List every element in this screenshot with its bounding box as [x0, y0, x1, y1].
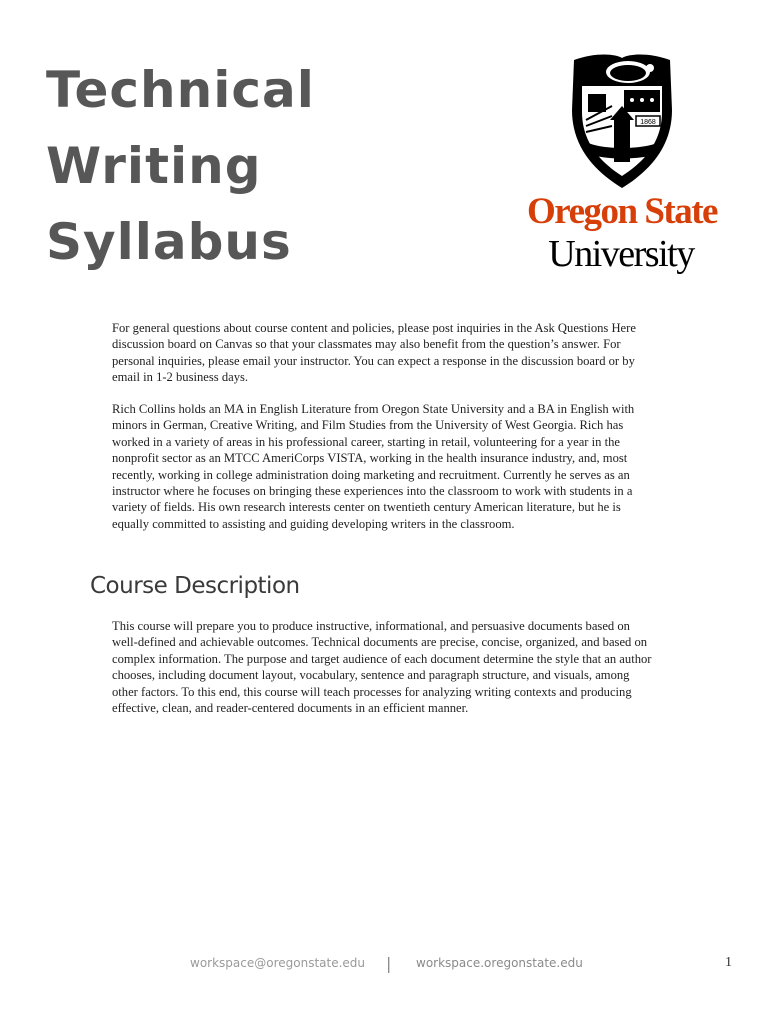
page-footer [0, 954, 768, 976]
document-title [46, 52, 516, 280]
footer-website-link[interactable]: workspace.oregonstate.edu [416, 956, 583, 970]
osu-beaver-shield-icon [566, 50, 678, 190]
contact-paragraph: For general questions about course content and policies, please post inquiries in the Ask Questions Here discussion board on Canvas so that your classmates may also benefit from the question’s answer. For personal inquiries, please email your instructor. You can expect a response in the discussion board or by email in 1-2 business days. [112, 321, 636, 385]
wordmark-university: University [548, 233, 694, 275]
seal-year: 1868 [640, 119, 656, 126]
document-title-line-1: Technical Writing [46, 61, 315, 195]
footer-separator: | [386, 954, 392, 973]
instructor-bio-paragraph: Rich Collins holds an MA in English Literature from Oregon State University and a BA in English with minors in German, Creative Writing, and Film Studies from the University of West Georgia. Rich has worked in a variety of areas in his professional career, starting in retail, volunteering for a year in the nonprofit sector as an MTCC AmeriCorps VISTA, working in the health insurance industry, and, most recently, working in college administration doing marketing and recruitment. Currently he serves as an instructor where he focuses on bringing these experiences into the classroom to work with students in a variety of fields. His own research interests center on twentieth century American literature, but he is equally committed to assisting and guiding developing writers in the classroom. [112, 402, 635, 531]
course-description-heading: Course Description [90, 573, 300, 599]
university-logo [512, 48, 732, 278]
page-number: 1 [725, 955, 732, 970]
footer-email-link[interactable]: workspace@oregonstate.edu [190, 956, 366, 970]
document-title-line-2: Syllabus [46, 213, 292, 271]
wordmark-oregon-state: Oregon State [527, 191, 717, 232]
course-description-paragraph: This course will prepare you to produce instructive, informational, and persuasive documents based on well-defined and achievable outcomes. Technical documents are precise, concise, organized, and based on complex information. The purpose and target audience of each document determine the style that an author chooses, including document layout, vocabulary, sentence and paragraph structure, and visuals, among other factors. To this end, this course will teach processes for analyzing writing contexts and producing effective, clean, and reader-centered documents in an efficient manner. [112, 619, 652, 716]
